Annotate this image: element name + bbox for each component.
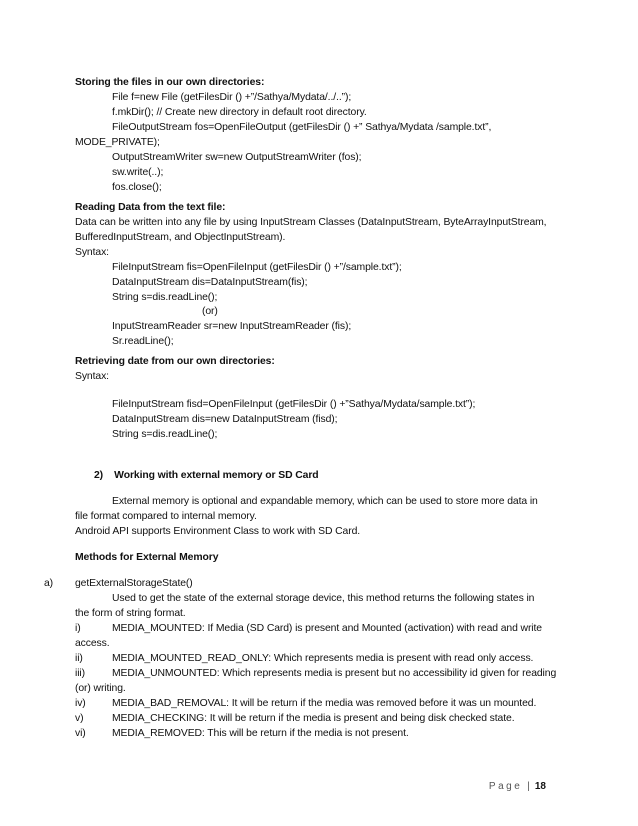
list-item-number: iii) xyxy=(75,668,85,679)
page-footer xyxy=(489,781,546,792)
list-item-number: v) xyxy=(75,713,84,724)
heading-reading: Reading Data from the text file: xyxy=(75,202,226,213)
list-item-text: (or) writing. xyxy=(75,683,126,694)
list-marker: a) xyxy=(44,578,54,589)
code-line: DataInputStream dis=new DataInputStream (fisd); xyxy=(112,414,338,425)
code-line: OutputStreamWriter sw=new OutputStreamWriter (fos); xyxy=(112,152,362,163)
paragraph-line: External memory is optional and expandable memory, which can be used to store more data in xyxy=(112,496,538,507)
page-label: Page xyxy=(488,781,523,792)
list-item-number: i) xyxy=(75,623,81,634)
paragraph-line: the form of string format. xyxy=(75,608,186,619)
paragraph-line: Android API supports Environment Class to work with SD Card. xyxy=(75,526,361,537)
list-item-text: MEDIA_CHECKING: It will be return if the media is present and being disk checked state. xyxy=(112,713,515,724)
code-line: sw.write(..); xyxy=(112,167,164,178)
list-item-text: MEDIA_MOUNTED: If Media (SD Card) is present and Mounted (activation) with read and write xyxy=(112,623,542,634)
code-line: FileOutputStream fos=OpenFileOutput (getFilesDir () +” Sathya/Mydata /sample.txt”, xyxy=(112,122,492,133)
list-item-number: iv) xyxy=(75,698,86,709)
method-name: getExternalStorageState() xyxy=(75,578,193,589)
paragraph-line: BufferedInputStream, and ObjectInputStream). xyxy=(75,232,286,243)
list-item-text: MEDIA_BAD_REMOVAL: It will be return if the media was removed before it was un mounted. xyxy=(112,698,537,709)
list-item-number: vi) xyxy=(75,728,86,739)
list-item-text: MEDIA_REMOVED: This will be return if the media is not present. xyxy=(112,728,409,739)
paragraph-line: Used to get the state of the external storage device, this method returns the following states in xyxy=(112,593,535,604)
code-line: String s=dis.readLine(); xyxy=(112,429,218,440)
syntax-label: Syntax: xyxy=(75,247,109,258)
list-item-text: MEDIA_MOUNTED_READ_ONLY: Which represents media is present with read only access. xyxy=(112,653,534,664)
footer-separator: | xyxy=(527,781,530,792)
code-line: FileInputStream fis=OpenFileInput (getFilesDir () +”/sample.txt”); xyxy=(112,262,402,273)
code-line: String s=dis.readLine(); xyxy=(112,292,218,303)
code-line: FileInputStream fisd=OpenFileInput (getFilesDir () +”Sathya/Mydata/sample.txt”); xyxy=(112,399,476,410)
code-line: Sr.readLine(); xyxy=(112,336,174,347)
heading-retrieving: Retrieving date from our own directories: xyxy=(75,356,275,367)
code-line: File f=new File (getFilesDir () +”/Sathya/Mydata/../..”); xyxy=(112,92,352,103)
list-item-text: access. xyxy=(75,638,110,649)
heading-external-memory: 2) Working with external memory or SD Card xyxy=(94,470,319,481)
page-number: 18 xyxy=(534,781,546,792)
list-item-text: MEDIA_UNMOUNTED: Which represents media is present but no accessibility id given for reading xyxy=(112,668,557,679)
paragraph-line: Data can be written into any file by using InputStream Classes (DataInputStream, ByteArrayInputStream, xyxy=(75,217,547,228)
paragraph-line: file format compared to internal memory. xyxy=(75,511,257,522)
heading-storing: Storing the files in our own directories: xyxy=(75,77,265,88)
heading-methods: Methods for External Memory xyxy=(75,552,219,563)
code-line: MODE_PRIVATE); xyxy=(75,137,160,148)
or-separator: (or) xyxy=(202,306,218,317)
code-line: f.mkDir(); // Create new directory in default root directory. xyxy=(112,107,367,118)
code-line: InputStreamReader sr=new InputStreamReader (fis); xyxy=(112,321,352,332)
code-line: fos.close(); xyxy=(112,182,162,193)
list-item-number: ii) xyxy=(75,653,83,664)
code-line: DataInputStream dis=DataInputStream(fis); xyxy=(112,277,308,288)
syntax-label: Syntax: xyxy=(75,371,109,382)
